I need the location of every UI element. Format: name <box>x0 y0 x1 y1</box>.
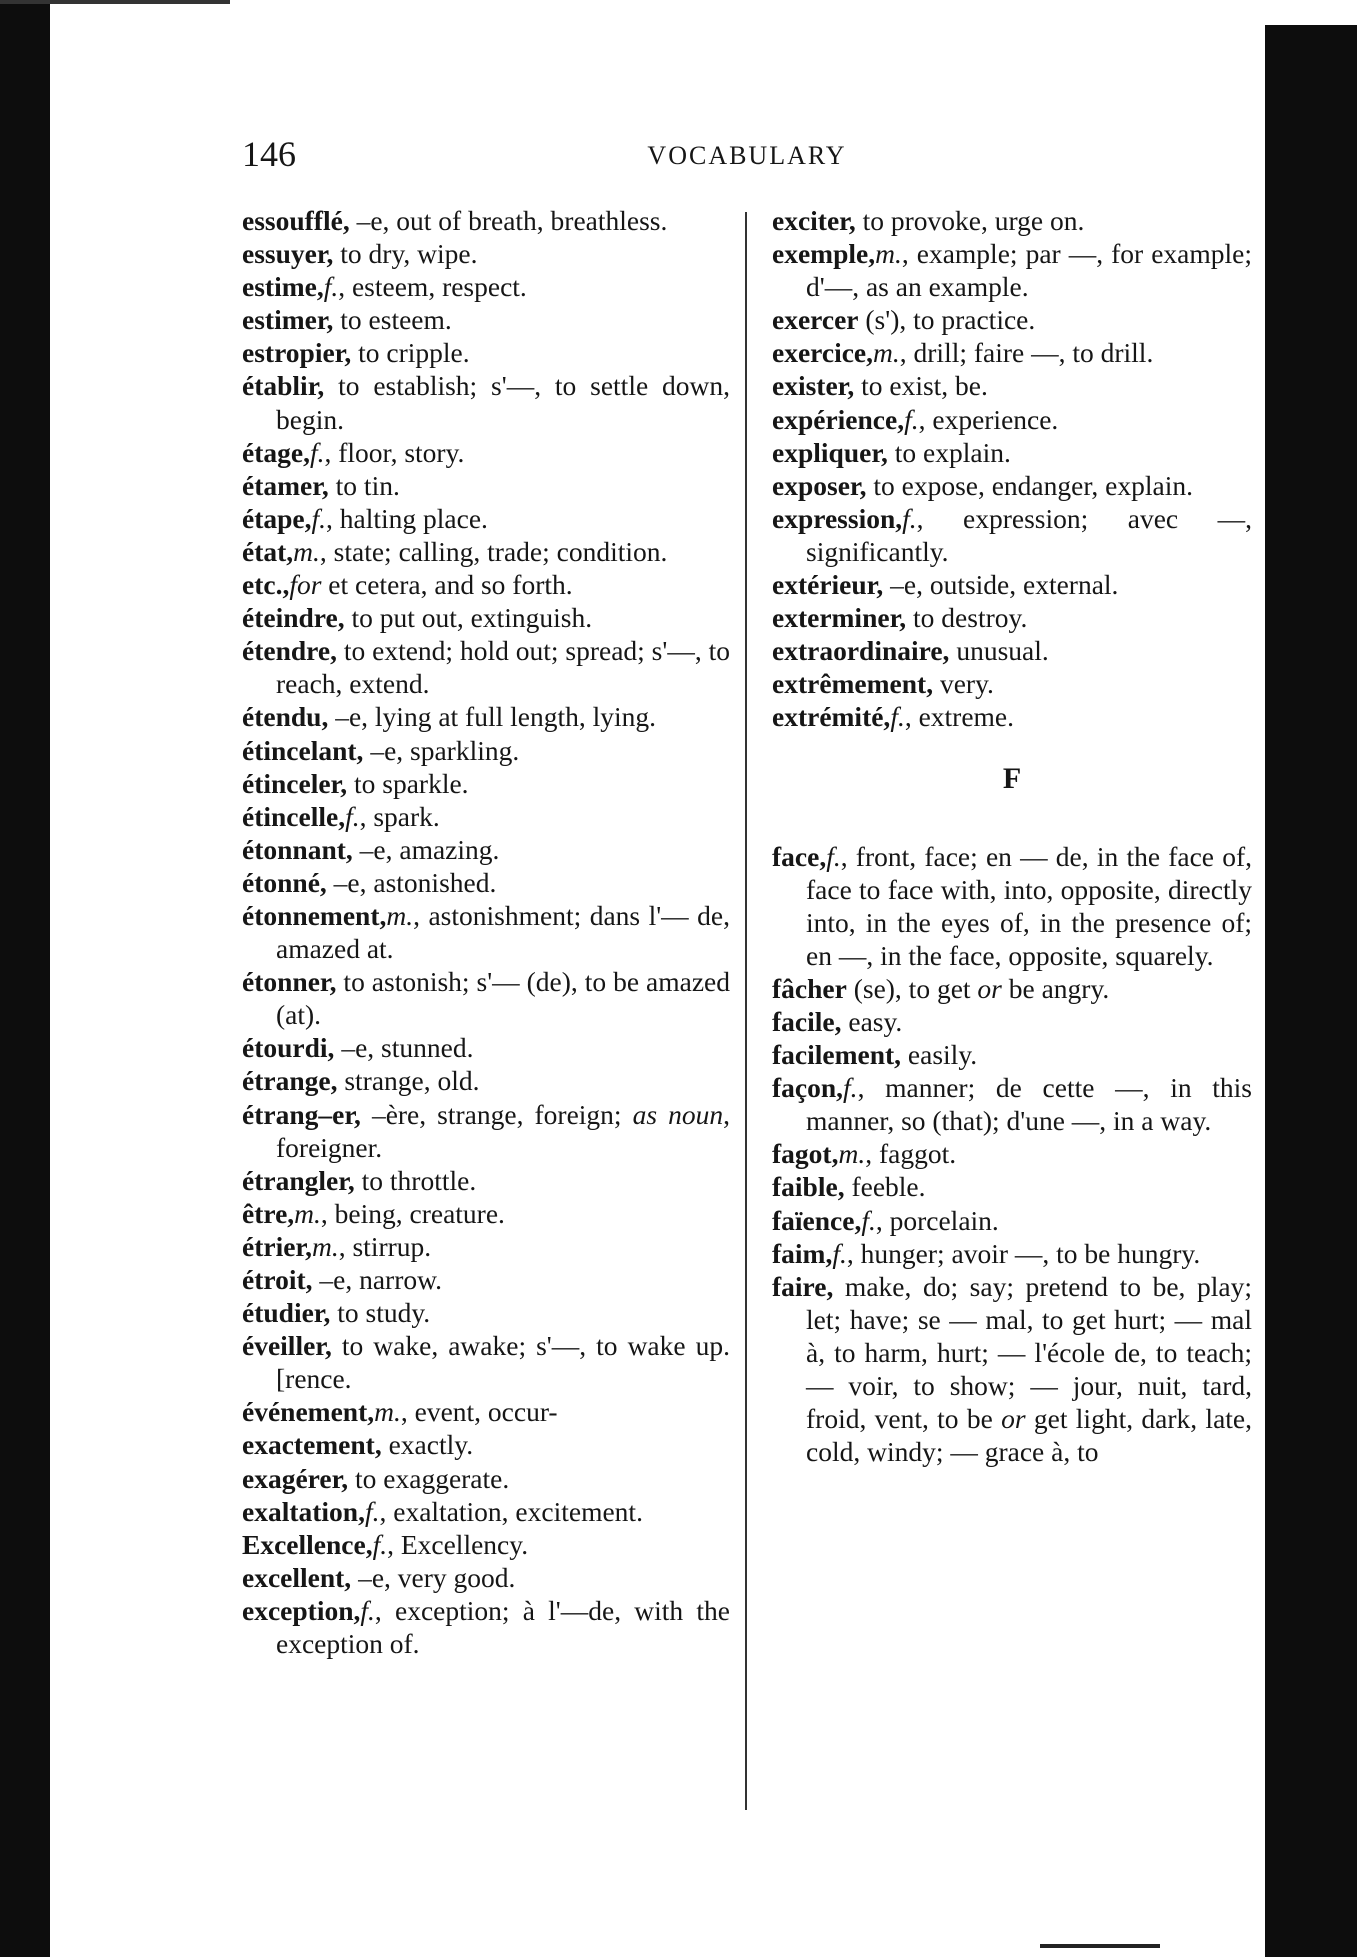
dictionary-entry <box>242 237 730 270</box>
headword: établir, <box>242 370 325 402</box>
usage-label: or <box>1001 1403 1026 1435</box>
definition: –e, narrow. <box>312 1264 443 1295</box>
dictionary-entry <box>242 535 730 568</box>
headword: essoufflé, <box>242 205 350 236</box>
dictionary-entry <box>772 1170 1252 1203</box>
dictionary-entry <box>772 1005 1252 1038</box>
definition: , exaltation, excitement. <box>379 1495 643 1527</box>
definition: , drill; faire —, to drill. <box>899 337 1154 369</box>
headword: face, <box>772 840 827 872</box>
gender-label: m. <box>386 899 414 931</box>
dictionary-entry <box>772 336 1252 369</box>
definition: (s'), to practice. <box>858 304 1036 336</box>
definition: , example; par —, for example; d'—, as an example. <box>806 238 1252 303</box>
headword: estropier, <box>242 337 352 369</box>
dictionary-entry <box>772 1137 1252 1170</box>
definition: –e, very good. <box>351 1561 516 1593</box>
definition: , porcelain. <box>875 1204 999 1236</box>
scan-border-left <box>0 0 50 1957</box>
definition: to explain. <box>887 436 1011 468</box>
headword: expérience, <box>772 403 905 435</box>
usage-label: as noun <box>632 1098 724 1130</box>
definition: , esteem, respect. <box>338 271 527 303</box>
headword: exterminer, <box>772 602 907 634</box>
definition: to destroy. <box>906 602 1028 634</box>
definition: , extreme. <box>904 701 1015 733</box>
definition: to esteem. <box>333 304 452 336</box>
definition: , hunger; avoir —, to be hungry. <box>846 1237 1201 1269</box>
definition: to tin. <box>328 469 400 501</box>
definition: to throttle. <box>354 1164 477 1196</box>
dictionary-entry <box>242 204 730 237</box>
dictionary-entry <box>772 303 1252 336</box>
definition: , state; calling, trade; condition. <box>319 535 668 567</box>
section-letter: F <box>1002 761 1022 795</box>
definition: , Excellency. <box>387 1528 529 1560</box>
dictionary-entry <box>242 866 730 899</box>
definition: to study. <box>330 1297 431 1329</box>
dictionary-entry <box>242 1031 730 1064</box>
headword: faible, <box>772 1171 845 1203</box>
definition: , manner; de cette —, in this manner, so (that); d'une —, in a way. <box>806 1072 1252 1137</box>
right-column-e-entries <box>772 204 1252 734</box>
definition: to provoke, urge on. <box>855 205 1085 236</box>
definition: to exaggerate. <box>348 1462 510 1494</box>
definition: to put out, extinguish. <box>344 602 593 634</box>
dictionary-entry <box>242 1594 730 1660</box>
scan-border-right <box>1265 25 1357 1957</box>
page-header <box>242 132 1252 176</box>
headword: étendre, <box>242 635 337 667</box>
headword: étape, <box>242 502 312 534</box>
gender-label: m. <box>875 238 902 270</box>
headword: extrêmement, <box>772 668 934 700</box>
gender-label: f. <box>832 1237 847 1269</box>
dictionary-entry <box>242 601 730 634</box>
dictionary-entry <box>772 1237 1252 1270</box>
headword: événement, <box>242 1396 375 1428</box>
gender-label: m. <box>294 1197 321 1229</box>
dictionary-entry <box>242 568 730 601</box>
usage-label: or <box>977 972 1002 1004</box>
definition: , faggot. <box>865 1138 957 1170</box>
headword: étonnant, <box>242 833 353 865</box>
dictionary-entry <box>242 700 730 733</box>
headword: facilement, <box>772 1039 902 1071</box>
definition: to wake, awake; s'—, to wake up. [rence. <box>276 1330 730 1395</box>
headword: fâcher <box>772 972 847 1004</box>
dictionary-entry <box>772 972 1252 1005</box>
definition: , front, face; en — de, in the face of, face to face with, into, opposite, directly into, in the eyes of, in the presence of; en —, in the face, opposite, squarely. <box>806 840 1252 971</box>
definition: , expression; avec —, significantly. <box>806 502 1252 567</box>
headword: étincelle, <box>242 800 346 832</box>
headword: étrang–er, <box>242 1098 361 1130</box>
dictionary-entry <box>242 1329 730 1395</box>
definition: unusual. <box>949 635 1049 667</box>
definition: , floor, story. <box>324 436 465 468</box>
definition: –e, amazing. <box>352 833 500 865</box>
headword: étonner, <box>242 966 337 998</box>
headword: exercer <box>772 304 859 336</box>
headword: étonné, <box>242 866 327 898</box>
headword: étroit, <box>242 1264 313 1295</box>
dictionary-entry <box>772 469 1252 502</box>
gender-label: f. <box>360 1594 375 1626</box>
right-column <box>772 204 1252 1468</box>
headword: exactement, <box>242 1429 382 1461</box>
dictionary-entry <box>242 270 730 303</box>
headword: exciter, <box>772 205 856 236</box>
dictionary-entry <box>242 800 730 833</box>
definition: to dry, wipe. <box>333 238 478 270</box>
gender-label: f. <box>904 403 919 435</box>
dictionary-entry <box>772 1071 1252 1137</box>
gender-label: f. <box>311 502 327 534</box>
definition: to exist, be. <box>854 370 988 402</box>
dictionary-entry <box>242 734 730 767</box>
headword: étrange, <box>242 1065 338 1097</box>
dictionary-entry <box>242 336 730 369</box>
dictionary-entry <box>772 403 1252 436</box>
gender-label: f. <box>309 436 325 468</box>
dictionary-entry <box>242 436 730 469</box>
dictionary-entry <box>242 502 730 535</box>
headword: étonnement, <box>242 899 387 931</box>
definition: , being, creature. <box>320 1197 505 1229</box>
definition: , stirrup. <box>338 1230 432 1262</box>
gender-label: m. <box>374 1396 401 1428</box>
gender-label: f. <box>890 701 905 733</box>
dictionary-entry <box>242 1495 730 1528</box>
dictionary-entry <box>242 767 730 800</box>
definition: –ère, strange, foreign; <box>360 1098 633 1130</box>
dictionary-entry <box>772 436 1252 469</box>
definition: to sparkle. <box>347 767 469 799</box>
dictionary-entry <box>772 1204 1252 1237</box>
dictionary-entry <box>242 1230 730 1263</box>
definition: et cetera, and so forth. <box>321 569 573 601</box>
headword: étendu, <box>242 701 329 733</box>
headword: étamer, <box>242 469 329 501</box>
definition: easily. <box>901 1039 978 1071</box>
definition: , experience. <box>918 403 1059 435</box>
dictionary-entry <box>242 1296 730 1329</box>
definition: , astonishment; dans l'— de, amazed at. <box>276 899 730 965</box>
gender-label: f. <box>826 840 841 872</box>
headword: exister, <box>772 370 855 402</box>
definition: (se), to get <box>846 972 978 1004</box>
definition: –e, lying at full length, lying. <box>328 701 656 733</box>
definition: , event, occur- <box>400 1396 558 1428</box>
dictionary-entry <box>772 502 1252 568</box>
headword: exaltation, <box>242 1495 365 1527</box>
definition: –e, sparkling. <box>363 734 520 766</box>
scan-border-top <box>0 0 230 4</box>
dictionary-entry <box>242 1428 730 1461</box>
dictionary-entry <box>242 1098 730 1164</box>
definition: make, do; say; pretend to be, play; let; have; se — mal, to get hurt; — mal à, to harm, hurt; — l'école de, to teach; — voir, to show; — jour, nuit, tard, froid, vent, to be <box>806 1270 1252 1435</box>
headword: excellent, <box>242 1561 352 1593</box>
headword: éveiller, <box>242 1330 332 1362</box>
gender-label: f. <box>345 800 360 832</box>
definition: feeble. <box>844 1171 926 1203</box>
dictionary-entry <box>772 369 1252 402</box>
headword: faïence, <box>772 1204 862 1236</box>
headword: exemple, <box>772 238 876 270</box>
headword: étincelant, <box>242 734 364 766</box>
left-column <box>242 204 730 1660</box>
definition: to expose, endanger, explain. <box>866 469 1193 501</box>
gender-label: f. <box>861 1204 876 1236</box>
definition: to cripple. <box>351 337 470 369</box>
gender-label: for <box>289 569 322 601</box>
headword: étage, <box>242 436 310 468</box>
dictionary-entry <box>242 303 730 336</box>
definition: very. <box>933 668 994 700</box>
gender-label: f. <box>364 1495 380 1527</box>
headword: façon, <box>772 1072 844 1104</box>
dictionary-entry <box>242 634 730 700</box>
headword: éteindre, <box>242 602 345 634</box>
definition: to establish; s'—, to settle down, begin. <box>276 370 730 435</box>
definition: , spark. <box>359 800 440 832</box>
page-number: 146 <box>242 134 296 174</box>
dictionary-entry <box>772 667 1252 700</box>
headword: étudier, <box>242 1297 331 1329</box>
definition: –e, astonished. <box>326 866 497 898</box>
headword: exagérer, <box>242 1462 349 1494</box>
headword: facile, <box>772 1005 842 1037</box>
gender-label: m. <box>311 1230 339 1262</box>
dictionary-entry <box>772 237 1252 303</box>
definition: strange, old. <box>337 1065 480 1097</box>
headword: essuyer, <box>242 238 334 270</box>
dictionary-entry <box>242 1528 730 1561</box>
gender-label: f. <box>902 502 917 534</box>
definition: to extend; hold out; spread; s'—, to reach, extend. <box>276 635 730 700</box>
headword: extérieur, <box>772 569 884 601</box>
right-column-f-entries <box>772 840 1252 1469</box>
headword: etc., <box>242 569 290 601</box>
dictionary-entry <box>242 1197 730 1230</box>
headword: étrier, <box>242 1230 312 1262</box>
headword: exposer, <box>772 469 867 501</box>
headword: estime, <box>242 271 324 303</box>
dictionary-entry <box>242 469 730 502</box>
definition-cont: , foreigner. <box>276 1098 730 1163</box>
definition-cont: get light, dark, late, cold, windy; — grace à, to <box>806 1403 1252 1468</box>
definition: , halting place. <box>326 502 488 534</box>
headword: exercice, <box>772 337 874 369</box>
headword: estimer, <box>242 304 334 336</box>
definition: , exception; à l'—de, with the exception of. <box>276 1594 730 1660</box>
dictionary-entry <box>772 634 1252 667</box>
definition-cont: be angry. <box>1001 972 1110 1004</box>
headword: extrémité, <box>772 701 891 733</box>
headword: étinceler, <box>242 767 348 799</box>
headword: expliquer, <box>772 436 888 468</box>
headword: expression, <box>772 502 903 534</box>
gender-label: m. <box>293 535 320 567</box>
scan-mark-bottom <box>1040 1944 1160 1948</box>
headword: étrangler, <box>242 1164 355 1196</box>
running-head: VOCABULARY <box>647 141 847 170</box>
headword: extraordinaire, <box>772 635 950 667</box>
headword: être, <box>242 1197 295 1229</box>
gender-label: f. <box>372 1528 388 1560</box>
gender-label: f. <box>323 271 339 303</box>
definition: –e, stunned. <box>334 1032 474 1064</box>
dictionary-entry <box>772 700 1252 733</box>
dictionary-entry <box>772 1038 1252 1071</box>
definition: –e, out of breath, breathless. <box>349 205 668 236</box>
definition: to astonish; s'— (de), to be amazed (at). <box>276 966 730 1031</box>
headword: exception, <box>242 1594 361 1626</box>
dictionary-entry <box>772 840 1252 972</box>
headword: faire, <box>772 1270 834 1302</box>
definition: easy. <box>841 1005 903 1037</box>
dictionary-entry <box>772 204 1252 237</box>
definition: –e, outside, external. <box>883 569 1119 601</box>
dictionary-entry <box>242 1395 730 1428</box>
dictionary-entry <box>772 601 1252 634</box>
gender-label: f. <box>843 1072 858 1104</box>
dictionary-entry <box>242 369 730 435</box>
definition: exactly. <box>381 1429 474 1461</box>
headword: état, <box>242 535 294 567</box>
dictionary-entry <box>772 1270 1252 1469</box>
headword: étourdi, <box>242 1032 335 1064</box>
gender-label: m. <box>838 1138 866 1170</box>
headword: fagot, <box>772 1138 839 1170</box>
headword: faim, <box>772 1237 833 1269</box>
headword: Excellence, <box>242 1528 373 1560</box>
gender-label: m. <box>873 337 900 369</box>
dictionary-entry <box>242 899 730 965</box>
dictionary-entry <box>242 1263 730 1296</box>
dictionary-entry <box>242 1561 730 1594</box>
dictionary-entry <box>242 833 730 866</box>
dictionary-entry <box>242 1462 730 1495</box>
column-divider <box>745 212 747 1810</box>
dictionary-entry <box>242 1164 730 1197</box>
dictionary-entry <box>242 965 730 1031</box>
dictionary-entry <box>772 568 1252 601</box>
dictionary-entry <box>242 1064 730 1097</box>
